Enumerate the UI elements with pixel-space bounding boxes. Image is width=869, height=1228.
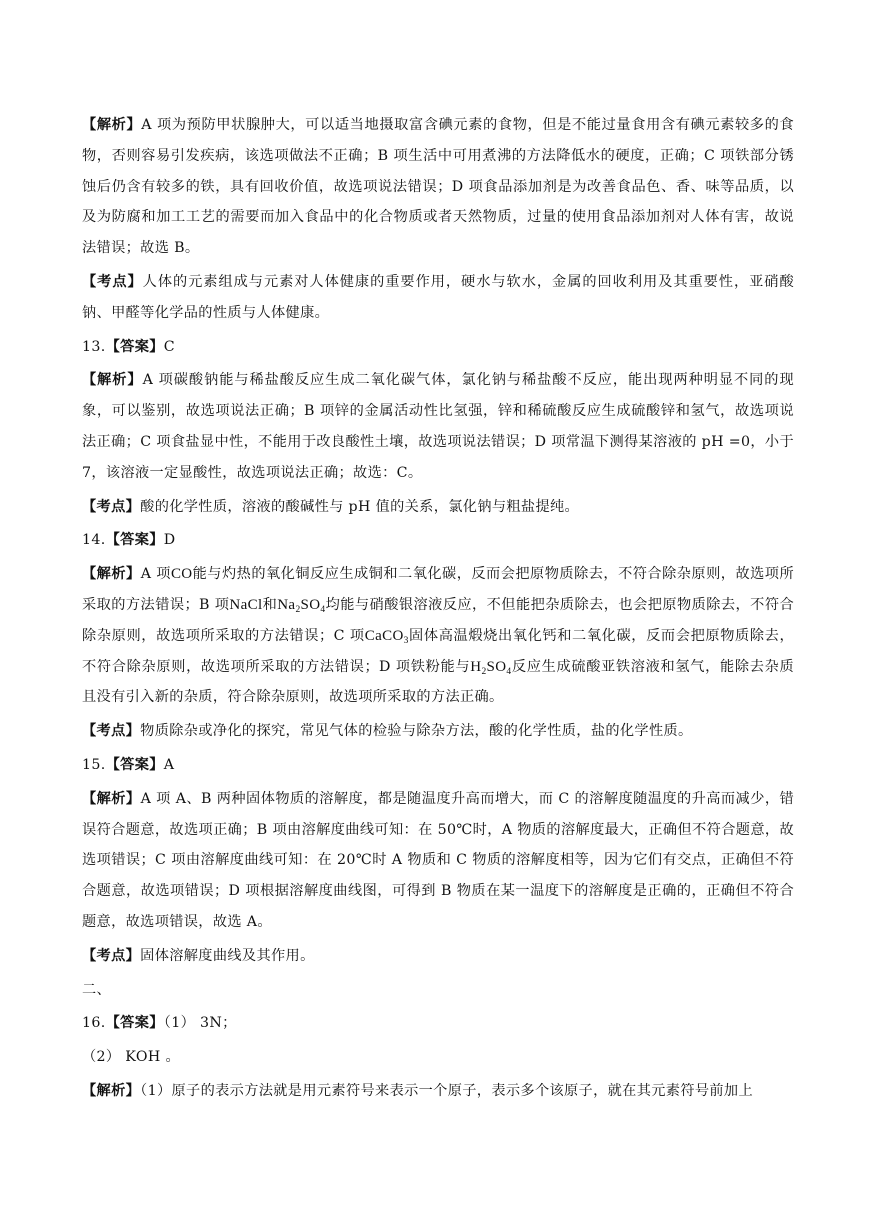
question-number: 15. xyxy=(82,756,106,773)
analysis-text: 均能与硝酸银溶液反应，不但能把杂质除去，也会把原物质除去，不符合除杂原则，故选项所采取的方法错误；C 项 xyxy=(82,596,795,644)
key-point-paragraph-14 xyxy=(82,716,794,747)
formula-h2so4 xyxy=(470,659,511,675)
answer-line-16-part-2: （2） KOH 。 xyxy=(82,1049,180,1066)
formula-nacl: NaCl xyxy=(229,596,263,613)
answer-text: D xyxy=(163,532,176,549)
formula-part: CaCO xyxy=(364,627,404,644)
answer-line-16 xyxy=(82,1008,794,1039)
key-point-paragraph-15 xyxy=(82,941,794,972)
analysis-tag: 【解析】 xyxy=(82,1082,141,1099)
answer-tag: 【答案】 xyxy=(105,532,164,549)
analysis-text: 和 xyxy=(262,596,278,613)
formula-co: CO xyxy=(170,566,193,583)
answer-line-14 xyxy=(82,525,794,556)
analysis-paragraph-16 xyxy=(82,1076,794,1107)
answer-line-15 xyxy=(82,750,794,781)
question-number: 14. xyxy=(82,532,106,549)
analysis-tag: 【解析】 xyxy=(82,790,141,807)
analysis-text: 反应生成硫酸亚铁溶液和氢气，能除去杂质且没有引入新的杂质，符合除杂原则，故选项所采取的方法正确。 xyxy=(82,658,794,706)
formula-subscript: 3 xyxy=(403,635,409,646)
answer-tag: 【答案】 xyxy=(105,1015,164,1032)
analysis-tag: 【解析】 xyxy=(82,566,141,583)
question-number: 16. xyxy=(82,1015,106,1032)
analysis-paragraph-15 xyxy=(82,784,794,938)
question-number: 13. xyxy=(82,338,106,355)
analysis-paragraph-14 xyxy=(82,559,794,713)
analysis-text: （1）原子的表示方法就是用元素符号来表示一个原子，表示多个该原子，就在其元素符号前加上 xyxy=(140,1082,754,1099)
formula-part: Na xyxy=(277,596,296,613)
section-heading: 二、 xyxy=(82,981,112,998)
key-point-text: 固体溶解度曲线及其作用。 xyxy=(140,947,315,964)
formula-part: SO xyxy=(486,658,507,675)
document-body xyxy=(82,110,794,1107)
key-point-text: 人体的元素组成与元素对人体健康的重要作用，硬水与软水，金属的回收利用及其重要性，亚硝酸钠、甲醛等化学品的性质与人体健康。 xyxy=(82,273,794,321)
analysis-text: A 项 A、B 两种固体物质的溶解度，都是随温度升高而增大，而 C 的溶解度随温度的升高而减少，错误符合题意，故选项正确；B 项由溶解度曲线可知：在 50℃时，A 物质的溶解度最大，正确但不符合题意，故选项错误；C 项由溶解度曲线可知：在 20℃时 A 物质和 C 物质的溶解度相等，因为它们有交点，正确但不符合题意，故选项错误；D 项根据溶解度曲线图，可得到 B 物质在某一温度下的溶解度是正确的，正确但不符合题意，故选项错误，故选 A。 xyxy=(82,790,794,930)
key-point-tag: 【考点】 xyxy=(82,947,141,964)
answer-text: A xyxy=(163,756,175,773)
key-point-paragraph-12 xyxy=(82,267,794,329)
formula-caco3 xyxy=(365,628,409,644)
key-point-text: 物质除杂或净化的探究，常见气体的检验与除杂方法，酸的化学性质，盐的化学性质。 xyxy=(140,723,693,740)
formula-subscript: 4 xyxy=(320,604,326,615)
answer-tag: 【答案】 xyxy=(105,338,164,355)
analysis-text: 固体高温煅烧出氧化钙和二氧化碳，反而会把原物质除去，不符合除杂原则，故选项所采取的方法错误；D 项铁粉能与 xyxy=(82,627,794,675)
formula-subscript: 2 xyxy=(295,604,301,615)
answer-tag: 【答案】 xyxy=(105,756,164,773)
analysis-tag: 【解析】 xyxy=(82,117,142,133)
formula-subscript: 2 xyxy=(481,666,487,677)
formula-na2so4 xyxy=(277,597,325,613)
analysis-paragraph-13 xyxy=(82,365,794,488)
formula-subscript: 4 xyxy=(506,666,512,677)
analysis-text: A 项为预防甲状腺肿大，可以适当地摄取富含碘元素的食物，但是不能过量食用含有碘元素较多的食物，否则容易引发疾病，该选项做法不正确；B 项生活中可用煮沸的方法降低水的硬度，正确；C 项铁部分锈蚀后仍含有较多的铁，具有回收价值，故选项说法错误；D 项食品添加剂是为改善食品色、香、味等品质，以及为防腐和加工工艺的需要而加入食品中的化合物质或者天然物质，过量的使用食品添加剂对人体有害，故说法错误；故选 B。 xyxy=(82,117,794,257)
key-point-tag: 【考点】 xyxy=(82,498,141,515)
analysis-text: 能与灼热的氧化铜反应生成铜和二氧化碳，反而会把原物质除去，不符合除杂原则，故选项所采取的方法错误；B 项 xyxy=(82,566,794,613)
analysis-text: A 项 xyxy=(140,566,171,583)
key-point-text: 酸的化学性质，溶液的酸碱性与 pH 值的关系，氯化钠与粗盐提纯。 xyxy=(140,498,580,515)
formula-part: SO xyxy=(300,596,321,613)
answer-text: （1） 3N； xyxy=(163,1015,237,1032)
answer-line-13 xyxy=(82,332,794,363)
analysis-tag: 【解析】 xyxy=(82,372,143,389)
key-point-tag: 【考点】 xyxy=(82,723,141,740)
key-point-paragraph-13 xyxy=(82,492,794,523)
analysis-text: A 项碳酸钠能与稀盐酸反应生成二氧化碳气体，氯化钠与稀盐酸不反应，能出现两种明显不同的现象，可以鉴别，故选项说法正确；B 项锌的金属活动性比氢强，锌和稀硫酸反应生成硫酸锌和氢气，故选项说法正确；C 项食盐显中性，不能用于改良酸性土壤，故选项说法错误；D 项常温下测得某溶液的 pH =0，小于 7，该溶液一定显酸性，故选项说法正确；故选：C。 xyxy=(82,372,794,481)
key-point-tag: 【考点】 xyxy=(82,273,143,290)
analysis-paragraph-12 xyxy=(82,110,794,264)
formula-part: H xyxy=(470,658,482,675)
answer-text: C xyxy=(163,338,175,355)
